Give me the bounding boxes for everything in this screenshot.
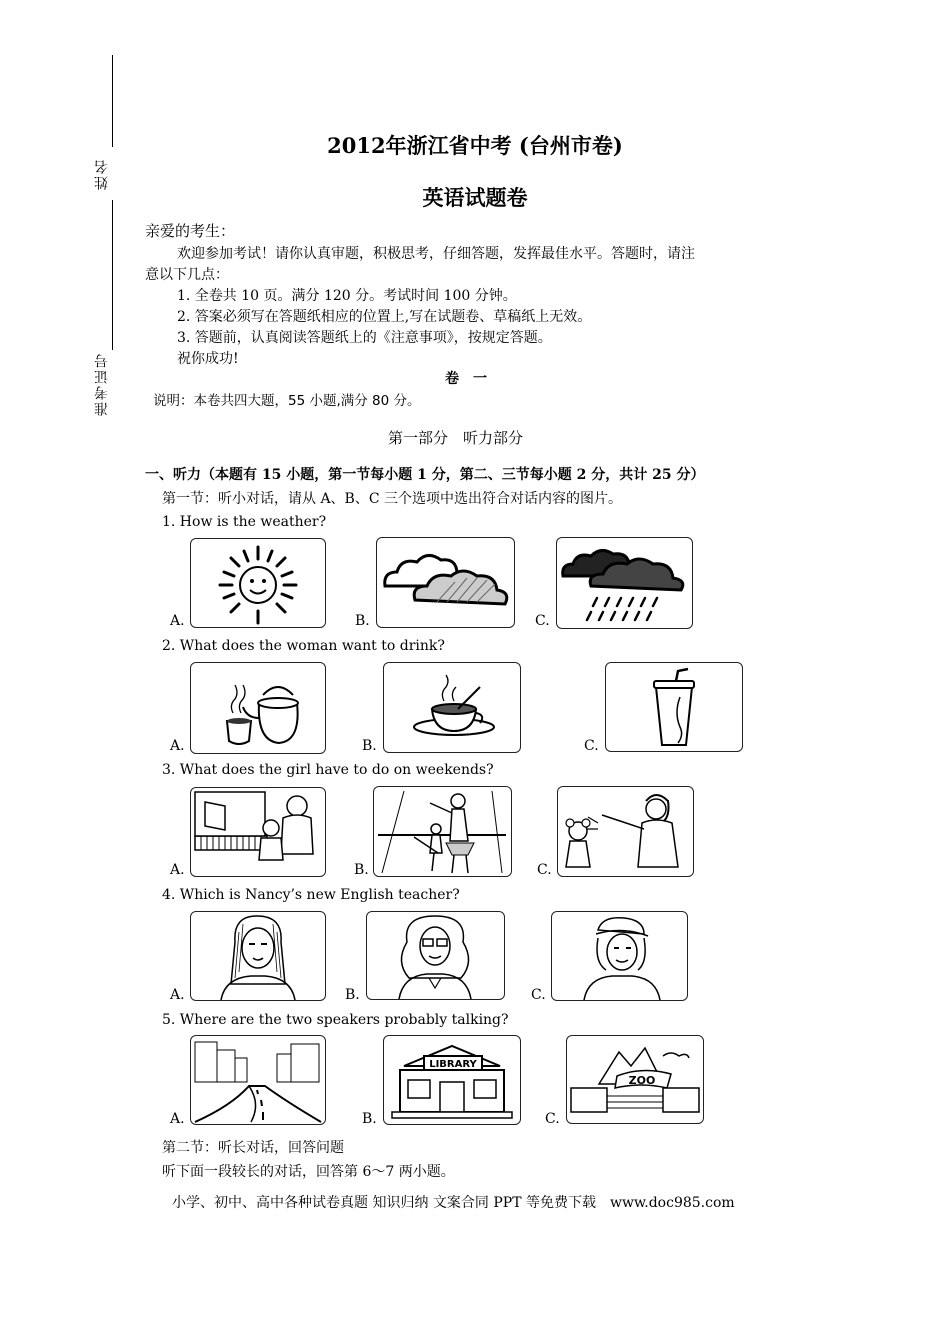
exam-title: 2012年浙江省中考 (台州市卷) (327, 133, 623, 158)
option-b: B. (362, 1111, 377, 1127)
woman-with-hat-image (551, 911, 688, 1001)
option-c: C. (584, 738, 599, 754)
street-icon (191, 1036, 325, 1124)
dancer-icon (374, 787, 511, 876)
library-building-icon (384, 1036, 520, 1124)
piano-image (190, 787, 326, 877)
section-title: 一、听力（本题有 15 小题，第一节每小题 1 分，第二、三节每小题 2 分，共计 25 分） (145, 467, 705, 483)
option-c: C. (535, 613, 550, 629)
subsection1: 第一节：听小对话，请从 A、B、C 三个选项中选出符合对话内容的图片。 (162, 491, 623, 507)
question-1: 1. How is the weather? (162, 514, 327, 530)
long-hair-woman-icon (191, 912, 325, 1000)
name-label: 姓名 (94, 158, 110, 190)
woman-with-glasses-image (366, 911, 505, 1000)
option-b: B. (355, 613, 370, 629)
street-image (190, 1035, 326, 1125)
question-2: 2. What does the woman want to drink? (162, 638, 445, 654)
long-hair-woman-image (190, 911, 326, 1001)
piano-icon (191, 788, 325, 876)
cup-with-straw-icon (606, 663, 742, 751)
footer-text: 小学、初中、高中各种试卷真题 知识归纳 文案合同 PPT 等免费下载 www.doc985.com (172, 1195, 735, 1211)
note-3: 3. 答题前，认真阅读答题纸上的《注意事项》，按规定答题。 (177, 330, 552, 346)
tea-image (190, 662, 326, 754)
option-a: A. (170, 1111, 185, 1127)
option-b: B. (362, 738, 377, 754)
ballet-image (373, 786, 512, 877)
sun-icon (191, 539, 325, 627)
hat-woman-icon (552, 912, 687, 1000)
coffee-cup-icon (384, 663, 520, 752)
option-a: A. (170, 738, 185, 754)
singing-image (557, 786, 694, 877)
subsection2: 第二节：听长对话，回答问题 (162, 1140, 344, 1156)
option-a: A. (170, 862, 185, 878)
singer-icon (558, 787, 693, 876)
zoo-image (566, 1035, 704, 1124)
volume-note: 说明：本卷共四大题，55 小题,满分 80 分。 (153, 393, 421, 409)
question-4: 4. Which is Nancy’s new English teacher? (162, 887, 460, 903)
option-c: C. (537, 862, 552, 878)
name-line-bottom (112, 200, 113, 350)
cola-image (605, 662, 743, 752)
subsection2-note: 听下面一段较长的对话，回答第 6～7 两小题。 (162, 1164, 455, 1180)
option-a: A. (170, 987, 185, 1003)
zoo-gate-icon (567, 1036, 703, 1123)
greeting: 亲爱的考生： (145, 222, 236, 240)
option-b: B. (345, 987, 360, 1003)
option-c: C. (545, 1111, 560, 1127)
rainy-image (556, 537, 693, 629)
exam-subtitle: 英语试题卷 (422, 186, 528, 210)
rain-icon (557, 538, 692, 628)
option-b: B. (354, 862, 369, 878)
part1-heading: 第一部分 听力部分 (388, 429, 524, 447)
coffee-image (383, 662, 521, 753)
note-1: 1. 全卷共 10 页。满分 120 分。考试时间 100 分钟。 (177, 288, 517, 304)
option-c: C. (531, 987, 546, 1003)
exam-id-label: 准考证号 (94, 352, 110, 416)
volume-heading: 卷 一 (445, 371, 487, 387)
zoo-sign: ZOO (628, 1074, 656, 1087)
library-sign: LIBRARY (429, 1059, 477, 1070)
welcome-line-1: 欢迎参加考试！请你认真审题，积极思考，仔细答题，发挥最佳水平。答题时，请注 (177, 246, 695, 262)
teapot-icon (191, 663, 325, 753)
glasses-woman-icon (367, 912, 504, 999)
sunny-image (190, 538, 326, 628)
option-a: A. (170, 613, 185, 629)
wish: 祝你成功! (177, 351, 239, 367)
note-2: 2. 答案必须写在答题纸相应的位置上,写在试题卷、草稿纸上无效。 (177, 309, 592, 325)
question-3: 3. What does the girl have to do on weekends? (162, 762, 494, 778)
cloudy-image (376, 537, 515, 628)
library-image (383, 1035, 521, 1125)
cloud-icon (377, 538, 514, 627)
welcome-line-2: 意以下几点： (145, 267, 229, 283)
question-5: 5. Where are the two speakers probably talking? (162, 1012, 509, 1028)
